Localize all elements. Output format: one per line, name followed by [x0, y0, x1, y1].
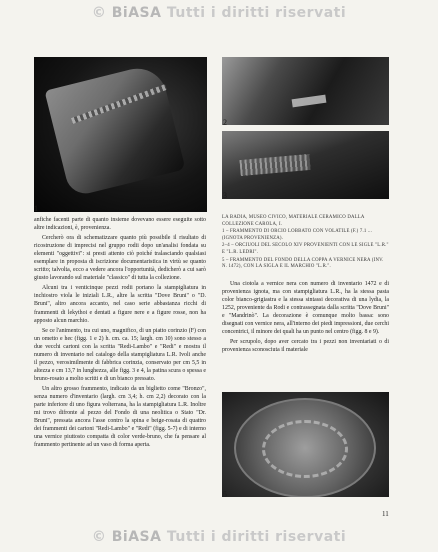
- stamp-mark: [239, 154, 310, 176]
- watermark-top: © BiASA Tutti i diritti riservati: [91, 5, 347, 21]
- body-text-left-column: [34, 216, 206, 449]
- paragraph: Alcuni tra i venticinque pezzi rodii portano la stampigliatura in inchiostro viola le iniziali L.R., altre la scritta "Dove Bruni" o "D. Bruni", altro ancora accanto, nel caso serie abbastanza ricchi di frammenti di lekythoi e dentati a figure nere e a figure rosse, non ha apposto alcun marchio.: [34, 285, 206, 324]
- paragraph: anfiche facenti parte di quanto insieme dovevano essere eseguite sotto altre indicazioni, è, provenienza.: [34, 217, 206, 232]
- caption-line: 5 – FRAMMENTO DEL FONDO DELLA COPPA A VERNICE NERA (INV. N. 1472), CON LA SIGLA E IL MARCHIO "L.R.".: [222, 257, 384, 270]
- figure-photo-1: [34, 57, 207, 212]
- caption-line: 1 – FRAMMENTO DI ORCIO LOBBATO CON VOLATILE (F.) 7.1 ... (IGNOTA PROVENIENZA).: [222, 229, 373, 241]
- watermark-bottom: © BiASA Tutti i diritti riservati: [91, 529, 347, 545]
- figure-captions: [222, 215, 389, 271]
- paragraph: Se ce l'animento, tra cui uno, magnifico, di un piatto corinzio (F) con un ometto e hec (figg. 1 e 2) h. cm. ca. 15; largh. cm 10) sono stesso a due vecchi cartoni con la scritta "Redi-Lambo" e "Redi" e mostra il numero di inventario nel catalogo della stampigliatura L.R. Ivoli anche il pezzo, verosimilmente di fabbrica corinzia, conservato per cm 5,5 in altezza e cm 13,7 in lunghezza, alle figg. 3 e 4, la patina scura o spessa e bruno-rosato a molto scritti e di un bianco pressato.: [34, 327, 206, 382]
- figure-number-5: 5: [223, 490, 227, 499]
- figure-photo-3: [222, 131, 389, 199]
- caption-line: LA BADIA, MUSEO CIVICO, MATERIALE CERAMICO DALLA COLLEZIONE CAROLA, I.: [222, 215, 365, 227]
- figure-photo-2: [222, 57, 389, 125]
- paragraph: Cercherò ora di schematizzare quanto più possibile il risultato di ricostruzione di imprecisi nel gruppo rodii dopo un'analisi fondata su elementi "oggettivi": si presti attento ciò poiché tralasciando qualsiasi esemplare in proposta di iscrizione documentaristica in virtù se quanto scritto; talvolta, ecco a vedere ancora l'opportunità, dedicherò a cui sarò giusto lavorando sul materiale "classico" di tutta la collezione.: [34, 235, 206, 282]
- plate-ring: [262, 420, 348, 478]
- watermark-text: Tutti i diritti riservati: [166, 529, 347, 545]
- watermark-brand: BiASA: [111, 5, 162, 21]
- figure-number-3: 3: [223, 191, 227, 200]
- paragraph: Per scrupolo, dopo aver cercato tra i pezzi non inventariati o di provenienza sconosciuta il materiale: [222, 339, 389, 354]
- pottery-fragment-image: [44, 62, 185, 197]
- caption-line: 2–4 – ORCIUOLI DEL SECOLO XIV PROVENIENTI CON LE SIGLE "L.R." E "L.R. LEDRI".: [222, 243, 389, 255]
- body-text-right-column: [222, 280, 389, 354]
- paragraph: Una ciotola a vernice nera con numero di inventario 1472 e di provenienza ignota, ma con stampigliatura L.R., ha la stessa pasta color bianco-grigiastra e la stessa sintassi decorativa di una lydia, la 1252, proveniente da Rodi e contrassegnata dalla scritta "Dove Bruni" e "Mandrinò". La decorazione è comunque molto bassa: sono disegnati con vernice nera, all'interno dei piedi impressioni, due cerchi concentrici, il minore dei quali ha un punto nel centro (figg. 8 e 9).: [222, 281, 389, 336]
- watermark-brand: BiASA: [111, 529, 162, 545]
- figure-photo-4: [222, 392, 389, 497]
- paragraph: Un altro grosso frammento, indicato da un biglietto come "Bronzo", senza numero d'inventario (largh. cm 3,4; h. cm 2,2) decorato con la parte inferiore di uno figura volterrana, ha la stampigliatura L.R. Inoltre mi trovo difronte al pezzo del Fondo di una neolitica o Stato "Dr. Bruni", pressata ancora l'asse contro la spina e beige-rosata di quattro dei frammenti dei cartoni "Redi-Lambo" e "Redi" (figg. 5-7) e di interno una vernice piuttosto compatta di color verde-bruno, che fa pensare al frammento pertinente ad un vaso di forma aperta.: [34, 385, 206, 449]
- figure-number-1: 1: [34, 204, 38, 213]
- watermark-text: Tutti i diritti riservati: [166, 5, 347, 21]
- page-number: 11: [382, 510, 389, 518]
- stamp-mark: [292, 95, 327, 108]
- figure-number-2: 2: [223, 118, 227, 127]
